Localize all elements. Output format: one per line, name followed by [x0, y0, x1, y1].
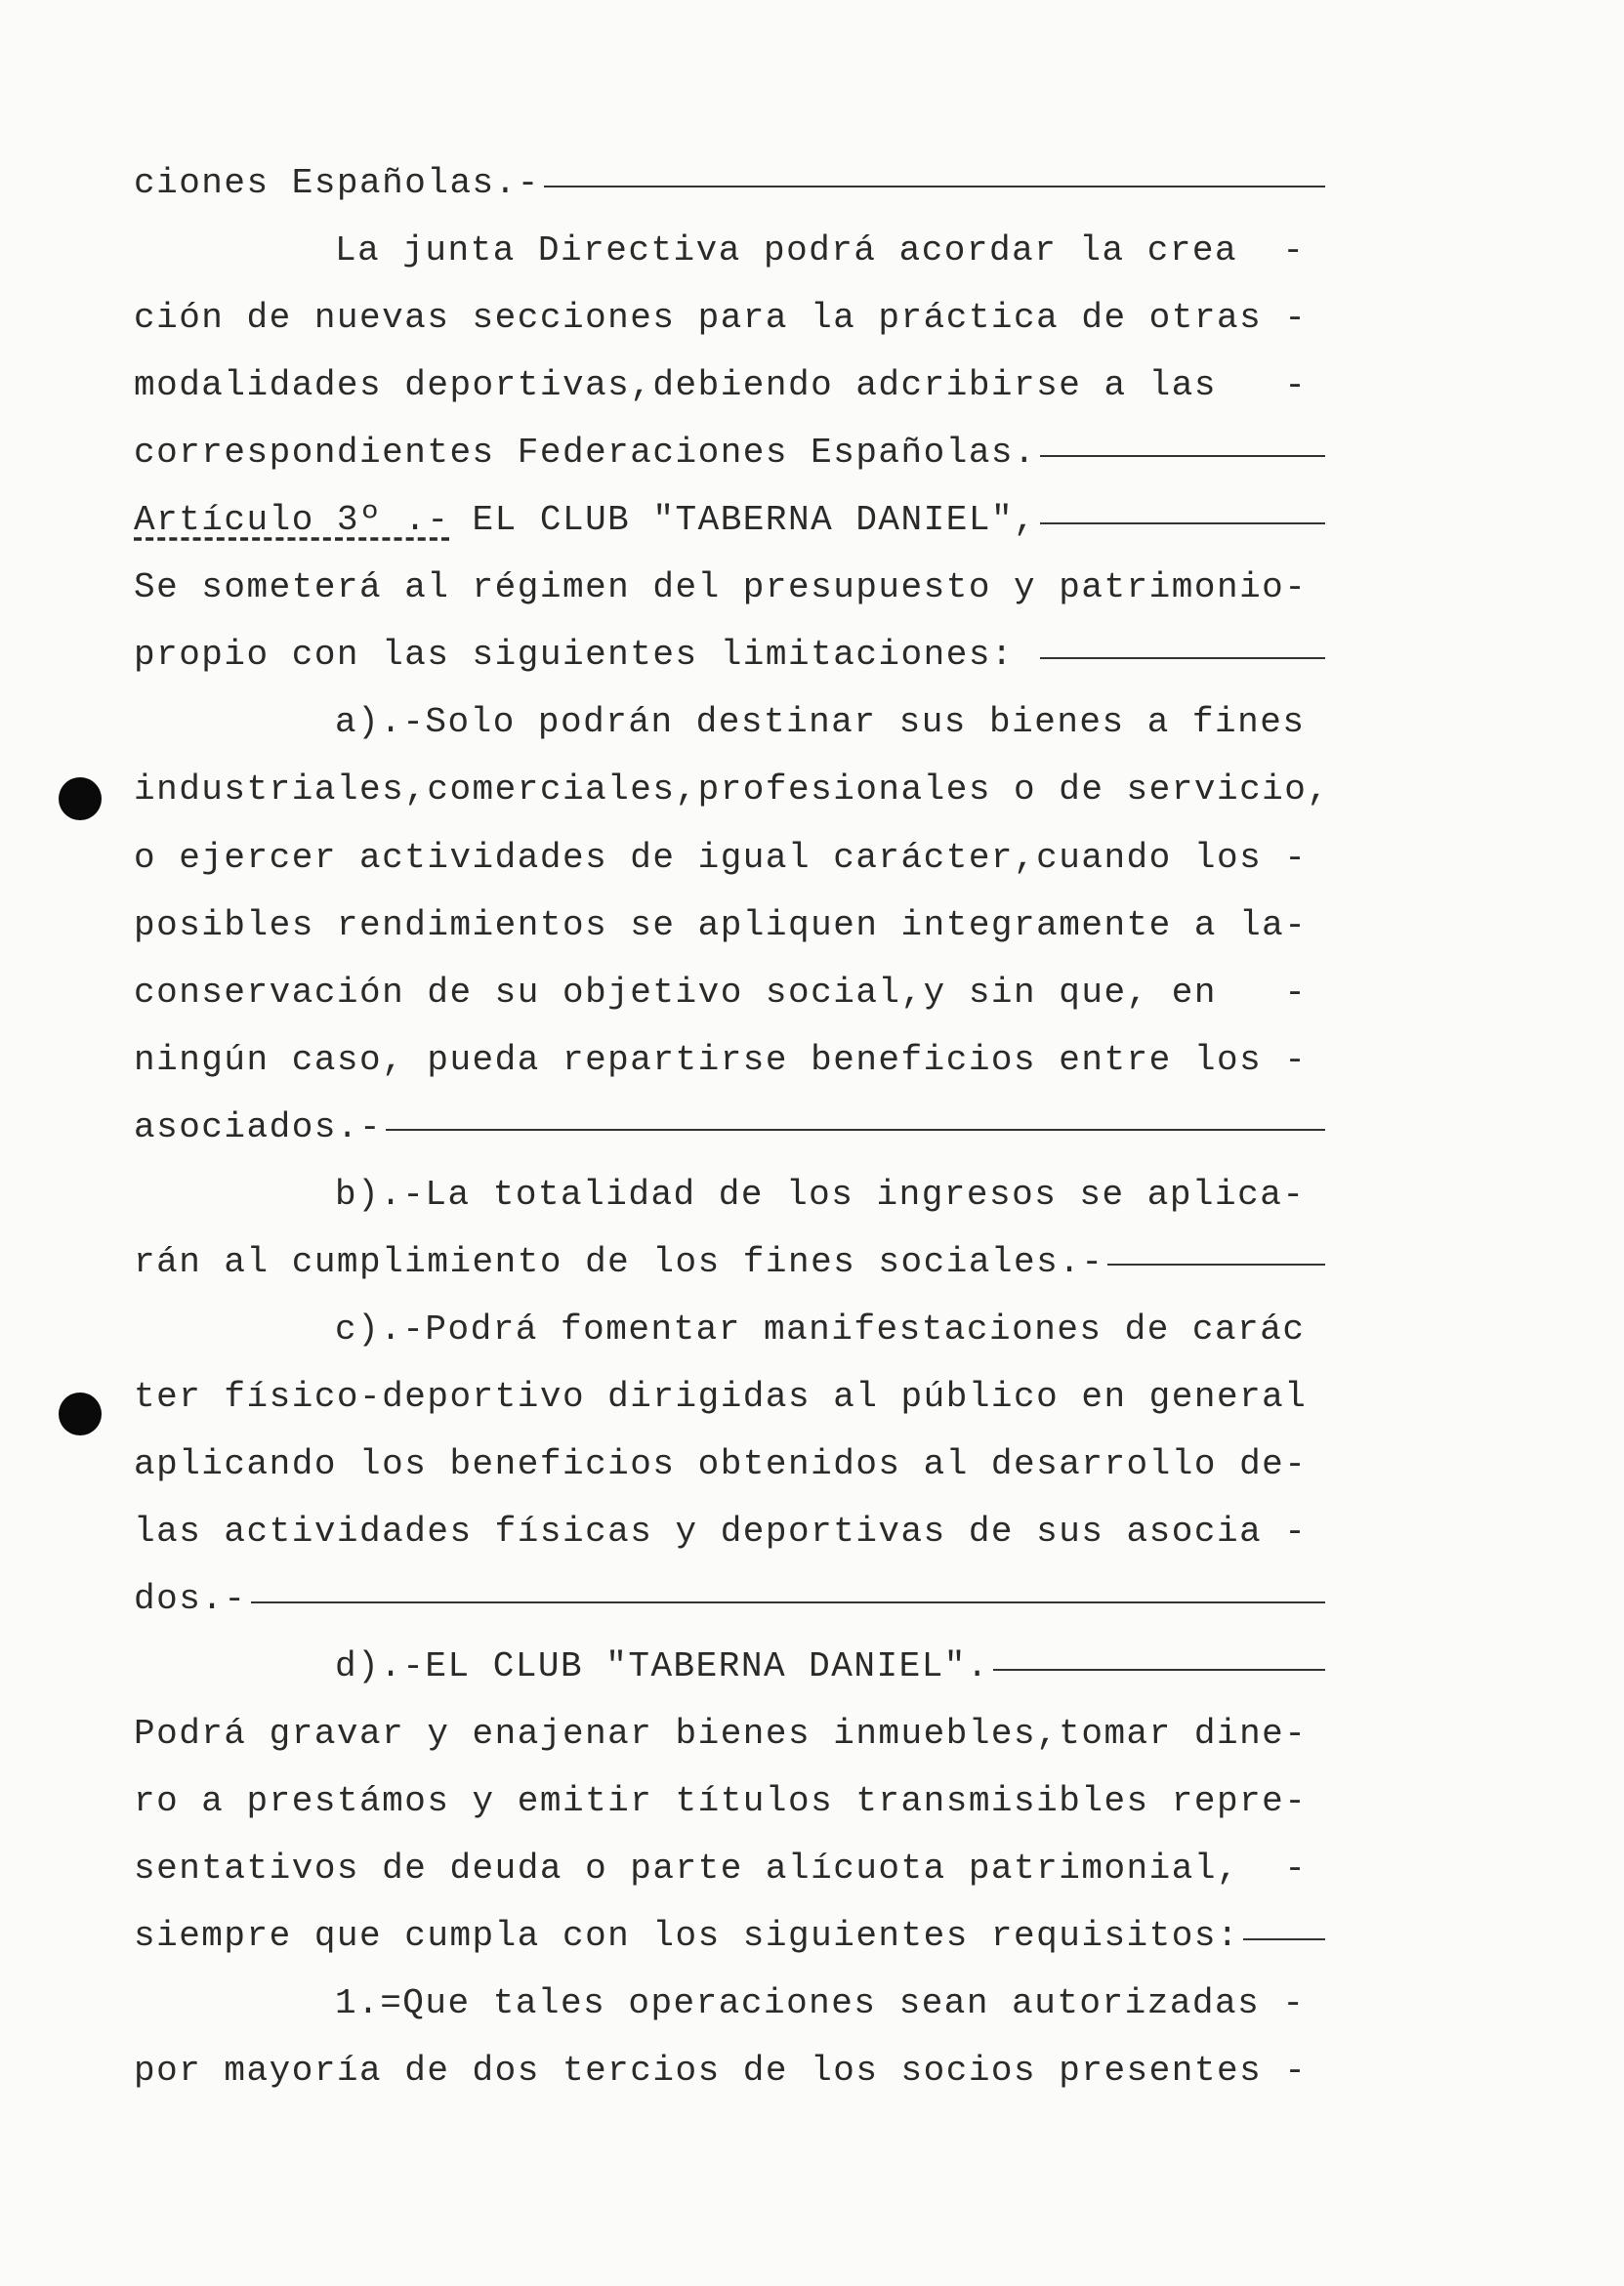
text-line [134, 1565, 1325, 1633]
text-line [335, 1296, 1325, 1363]
text-line [134, 419, 1325, 486]
line-text: propio con las siguientes limitaciones: [134, 635, 1037, 676]
text-line [134, 1026, 1325, 1094]
line-text: correspondientes Federaciones Españolas. [134, 433, 1037, 474]
line-text: sentativos de deuda o parte alícuota patrimonial, - [134, 1849, 1308, 1890]
text-line [335, 688, 1325, 756]
line-text: aplicando los beneficios obtenidos al desarrollo de- [134, 1443, 1308, 1484]
fill-dash-rule [386, 1129, 1325, 1131]
article-heading: Artículo 3º .- [134, 500, 450, 541]
line-text: c).-Podrá fomentar manifestaciones de carác [335, 1309, 1306, 1350]
fill-dash-rule [1040, 455, 1325, 457]
text-line [134, 1902, 1325, 1970]
text-line [134, 1228, 1325, 1296]
text-line [134, 1835, 1325, 1902]
punch-hole-top [59, 777, 102, 820]
line-text: EL CLUB "TABERNA DANIEL", [449, 500, 1037, 541]
line-text: las actividades físicas y deportivas de sus asocia - [134, 1512, 1308, 1552]
line-text: modalidades deportivas,debiendo adcribirse a las - [134, 365, 1308, 406]
line-text: siempre que cumpla con los siguientes requisitos: [134, 1916, 1240, 1957]
line-text: ción de nuevas secciones para la práctica de otras - [134, 298, 1308, 339]
fill-dash-rule [1107, 1264, 1325, 1266]
text-line [134, 959, 1325, 1026]
text-line [134, 621, 1325, 688]
line-text: por mayoría de dos tercios de los socios presentes - [134, 2051, 1308, 2092]
fill-dash-rule [1040, 657, 1325, 659]
fill-dash-rule [1243, 1938, 1325, 1940]
text-line [335, 1970, 1325, 2037]
line-text: a).-Solo podrán destinar sus bienes a fines [335, 702, 1306, 743]
line-text: industriales,comerciales,profesionales o de servicio, [134, 769, 1330, 810]
line-text: dos.- [134, 1579, 247, 1620]
text-line [134, 284, 1325, 352]
fill-dash-rule [544, 186, 1325, 187]
line-text: asociados.- [134, 1106, 383, 1147]
text-line [134, 2037, 1325, 2104]
text-line [335, 217, 1325, 284]
fill-dash-rule [993, 1669, 1325, 1671]
line-text: d).-EL CLUB "TABERNA DANIEL". [335, 1646, 990, 1687]
text-line [134, 824, 1325, 892]
line-text: conservación de su objetivo social,y sin que, en - [134, 972, 1308, 1013]
text-line [134, 1363, 1325, 1431]
line-text: b).-La totalidad de los ingresos se aplica- [335, 1174, 1306, 1215]
line-text: posibles rendimientos se apliquen integramente a la- [134, 904, 1308, 945]
line-text: ro a prestámos y emitir títulos transmisibles repre- [134, 1781, 1308, 1822]
text-line [335, 1161, 1325, 1228]
text-line [335, 1633, 1325, 1700]
text-line [134, 149, 1325, 217]
line-text: rán al cumplimiento de los fines sociales.- [134, 1241, 1104, 1282]
line-text: ningún caso, pueda repartirse beneficios entre los - [134, 1039, 1308, 1080]
text-line [134, 352, 1325, 419]
line-text: Podrá gravar y enajenar bienes inmuebles,tomar dine- [134, 1714, 1308, 1755]
fill-dash-rule [251, 1601, 1325, 1603]
text-line [134, 1700, 1325, 1767]
text-line [134, 892, 1325, 959]
text-line [134, 756, 1330, 823]
fill-dash-rule [1040, 522, 1325, 524]
line-text: Se someterá al régimen del presupuesto y patrimonio- [134, 567, 1308, 608]
line-text: ciones Españolas.- [134, 163, 540, 203]
text-line [134, 1498, 1325, 1565]
text-line [134, 1094, 1325, 1161]
text-line [134, 1431, 1325, 1498]
text-line [134, 1767, 1325, 1835]
text-line [134, 554, 1325, 621]
line-text: 1.=Que tales operaciones sean autorizadas - [335, 1983, 1306, 2024]
line-text: o ejercer actividades de igual carácter,cuando los - [134, 837, 1308, 878]
text-line [134, 486, 1325, 554]
line-text: La junta Directiva podrá acordar la crea - [335, 230, 1306, 271]
line-text: ter físico-deportivo dirigidas al público en general [134, 1376, 1308, 1417]
punch-hole-bottom [59, 1392, 102, 1435]
